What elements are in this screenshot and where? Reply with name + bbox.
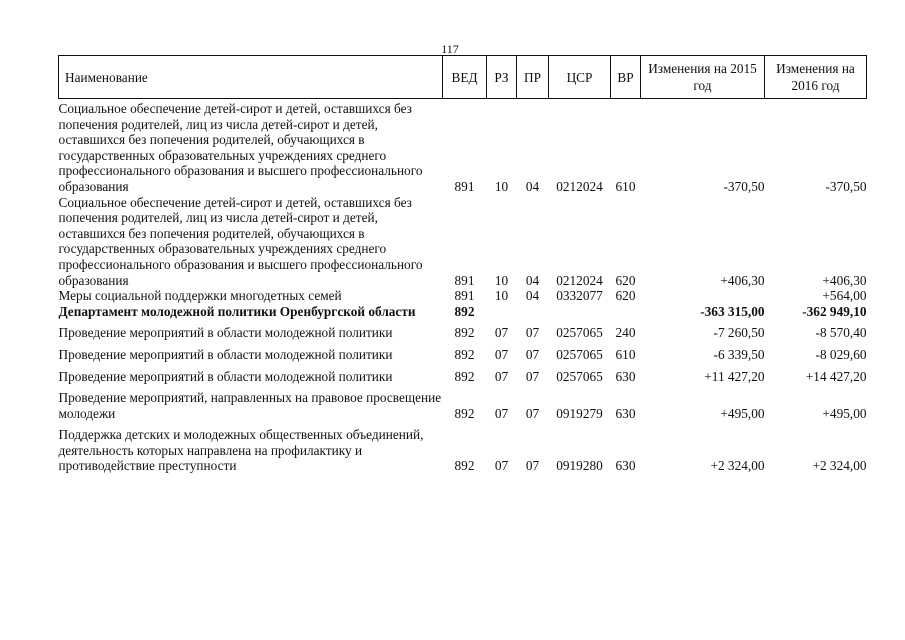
row-csr: 0212024	[556, 272, 603, 288]
row-csr: 0919280	[556, 458, 603, 474]
row-change-2016: -8 029,60	[815, 346, 867, 362]
row-rz: 10	[494, 272, 509, 288]
row-change-2016: +495,00	[822, 405, 867, 421]
row-csr: 0212024	[556, 178, 603, 194]
row-pr: 07	[525, 325, 540, 341]
row-ved: 891	[454, 288, 475, 304]
row-name: Проведение мероприятий в области молодежной политики	[58, 368, 393, 384]
row-csr: 0257065	[556, 346, 603, 362]
row-name: Поддержка детских и молодежных общественных объединений, деятельность которых направлена на профилактику и противодействие преступности	[58, 427, 424, 474]
row-csr	[549, 304, 611, 320]
row-change-2016: -370,50	[825, 178, 867, 194]
row-name: Социальное обеспечение детей-сирот и детей, оставшихся без попечения родителей, лиц из числа детей-сирот и детей, оставшихся без попечения родителей, обучающихся в государственных образовательных учреждениях среднего профессионального образования и высшего профессионального образования	[58, 194, 423, 288]
row-pr: 07	[525, 458, 540, 474]
row-pr: 04	[525, 288, 540, 304]
row-ved: 892	[454, 346, 475, 362]
row-change-2016: -8 570,40	[815, 325, 867, 341]
row-change-2015: +11 427,20	[704, 368, 765, 384]
row-vr: 630	[615, 458, 636, 474]
header-change-2016: Изменения на 2016 год	[765, 56, 867, 99]
row-name: Проведение мероприятий, направленных на правовое просвещение молодежи	[58, 390, 442, 421]
row-pr: 04	[525, 178, 540, 194]
header-csr: ЦСР	[549, 56, 611, 99]
table-row	[59, 288, 867, 304]
table-row	[59, 363, 867, 385]
row-pr	[517, 304, 549, 320]
row-csr: 0919279	[556, 405, 603, 421]
row-change-2016: -362 949,10	[802, 303, 867, 319]
row-vr: 630	[615, 368, 636, 384]
row-change-2015	[641, 288, 765, 304]
table-row	[59, 195, 867, 289]
row-vr: 630	[615, 405, 636, 421]
row-name: Социальное обеспечение детей-сирот и детей, оставшихся без попечения родителей, лиц из числа детей-сирот и детей, оставшихся без попечения родителей, обучающихся в государственных образовательных учреждениях среднего профессионального образования и высшего профессионального образования	[58, 101, 423, 194]
header-rz: РЗ	[487, 56, 517, 99]
row-change-2016: +406,30	[822, 272, 867, 288]
row-change-2015: +2 324,00	[710, 458, 765, 474]
page-number: 117	[441, 42, 459, 56]
row-change-2015: -370,50	[723, 178, 765, 194]
row-name: Меры социальной поддержки многодетных семей	[58, 288, 342, 304]
row-change-2015: -363 315,00	[700, 303, 765, 319]
row-change-2016: +14 427,20	[805, 368, 867, 384]
row-rz: 07	[494, 368, 509, 384]
row-rz: 10	[494, 288, 509, 304]
row-change-2015: +406,30	[720, 272, 765, 288]
row-rz: 10	[494, 178, 509, 194]
table-row	[59, 384, 867, 421]
table-row	[59, 304, 867, 320]
row-pr: 07	[525, 346, 540, 362]
row-change-2016: +2 324,00	[812, 458, 867, 474]
row-ved: 892	[454, 325, 475, 341]
header-pr: ПР	[517, 56, 549, 99]
row-ved: 892	[454, 458, 475, 474]
row-pr: 04	[525, 272, 540, 288]
header-ved: ВЕД	[443, 56, 487, 99]
row-change-2015: -6 339,50	[713, 346, 765, 362]
row-vr: 240	[615, 325, 636, 341]
table-header-row	[59, 56, 867, 99]
row-csr: 0257065	[556, 368, 603, 384]
row-ved: 891	[454, 178, 475, 194]
row-change-2016: +564,00	[822, 288, 867, 304]
row-vr	[611, 304, 641, 320]
table-row	[59, 421, 867, 474]
row-rz: 07	[494, 458, 509, 474]
row-pr: 07	[525, 368, 540, 384]
table-row	[59, 341, 867, 363]
row-ved: 892	[454, 405, 475, 421]
row-ved: 892	[454, 303, 475, 319]
row-name: Проведение мероприятий в области молодежной политики	[58, 325, 393, 341]
row-pr: 07	[525, 405, 540, 421]
row-change-2015: -7 260,50	[713, 325, 765, 341]
row-rz: 07	[494, 346, 509, 362]
row-vr: 620	[615, 288, 636, 304]
table-row	[59, 319, 867, 341]
row-change-2015: +495,00	[720, 405, 765, 421]
header-name: Наименование	[59, 56, 443, 99]
row-ved: 892	[454, 368, 475, 384]
header-vr: ВР	[611, 56, 641, 99]
row-rz	[487, 304, 517, 320]
header-change-2015: Изменения на 2015 год	[641, 56, 765, 99]
row-csr: 0332077	[556, 288, 603, 304]
row-ved: 891	[454, 272, 475, 288]
row-csr: 0257065	[556, 325, 603, 341]
row-name: Проведение мероприятий в области молодежной политики	[58, 346, 393, 362]
row-rz: 07	[494, 405, 509, 421]
table-row	[59, 99, 867, 195]
row-vr: 620	[615, 272, 636, 288]
budget-table	[58, 55, 867, 474]
row-vr: 610	[615, 178, 636, 194]
row-vr: 610	[615, 346, 636, 362]
row-name: Департамент молодежной политики Оренбургской области	[58, 303, 416, 319]
row-rz: 07	[494, 325, 509, 341]
